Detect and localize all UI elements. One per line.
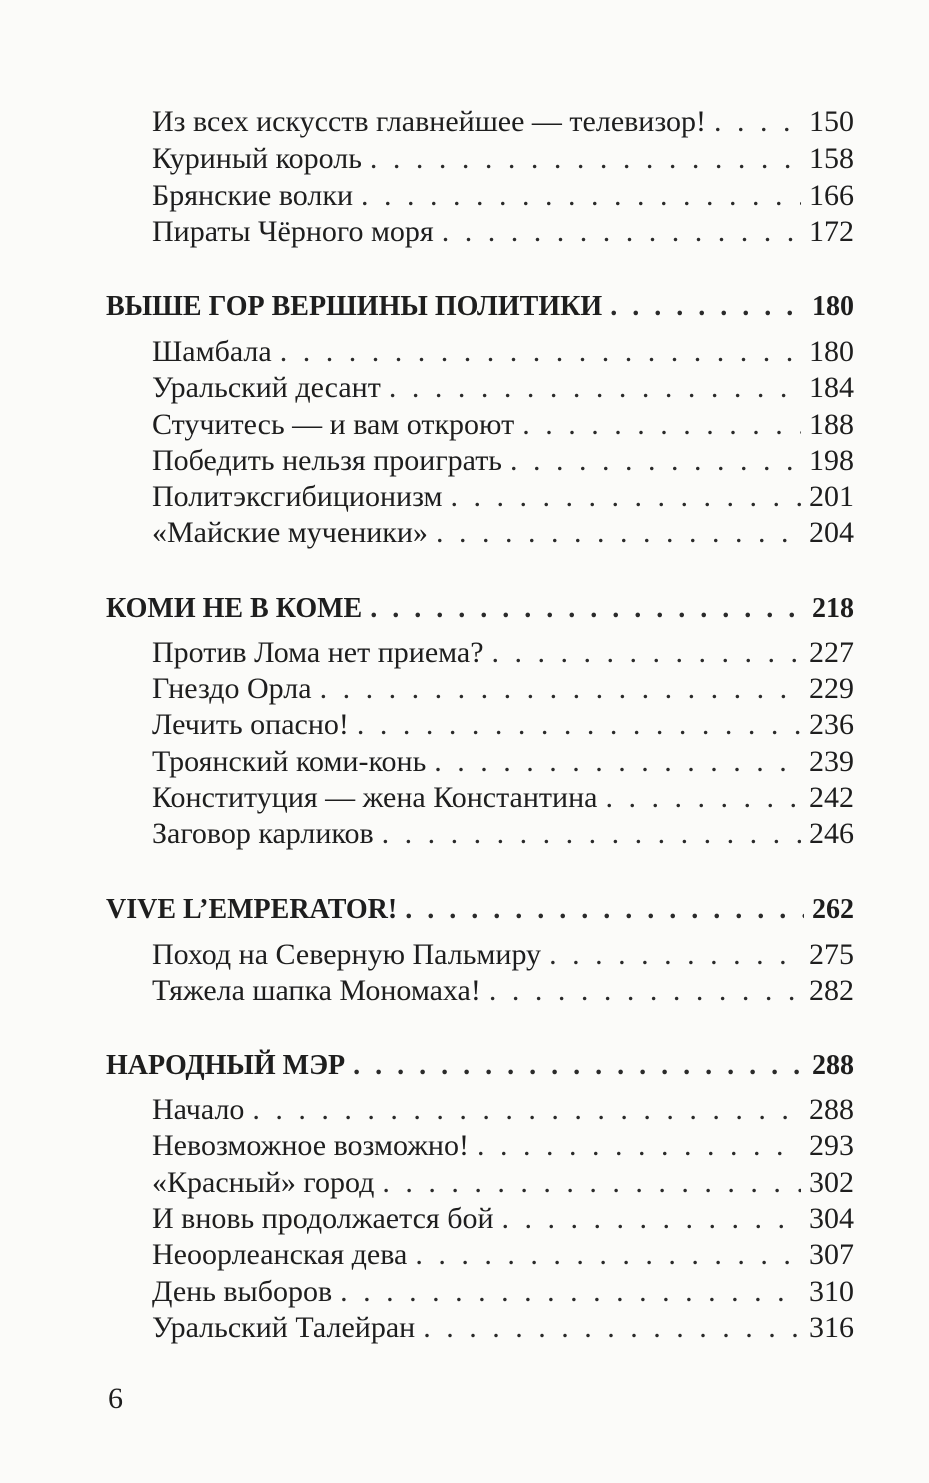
dot-leader [450,478,801,516]
toc-entry-page: 198 [809,444,854,477]
toc-entry [152,634,854,672]
toc-entry-title: Тяжела шапка Мономаха! [152,974,481,1007]
toc-entry-title: Победить нельзя проиграть [152,444,502,477]
toc-entry-page: 180 [809,335,854,368]
toc-section-title: КОМИ НЕ В КОМЕ [106,593,363,624]
toc-entry [152,1091,854,1129]
dot-leader [357,706,801,744]
dot-leader [714,103,801,141]
toc-entry-page: 229 [809,672,854,705]
toc-entry-title: Троянский коми-конь [152,745,427,778]
dot-leader [492,634,801,672]
toc-entry-page: 227 [809,636,854,669]
toc-entry [152,670,854,708]
toc-entry-title: Из всех искусств главнейшее — телевизор! [152,105,707,138]
toc-entry-page: 293 [809,1129,854,1162]
toc-entry [152,815,854,853]
toc-entry [152,213,854,251]
toc-entry-page: 166 [809,179,854,212]
toc-entry [152,1127,854,1165]
toc-entry-page: 204 [809,516,854,549]
toc-entry-title: Политэксгибиционизм [152,480,443,513]
toc-entry-title: Уральский десант [152,371,381,404]
toc-entry [152,333,854,371]
dot-leader [361,177,801,215]
toc-entry-title: Стучитесь — и вам откроют [152,408,515,441]
dot-leader [549,936,801,974]
toc-entry-title: Конституция — жена Константина [152,781,598,814]
toc-entry-page: 302 [809,1166,854,1199]
toc-section-heading [106,1047,854,1085]
toc-entry-title: «Красный» город [152,1166,375,1199]
toc-entry-title: И вновь продолжается бой [152,1202,494,1235]
toc-section-heading [106,590,854,628]
toc-entry [152,1200,854,1238]
toc-entry-title: «Майские мученики» [152,516,428,549]
toc-entry [152,442,854,480]
toc-entry-page: 242 [809,781,854,814]
toc-entry-title: Лечить опасно! [152,708,349,741]
dot-leader [370,590,804,628]
dot-leader [489,972,801,1010]
dot-leader [415,1236,801,1274]
toc-entry-title: Заговор карликов [152,817,374,850]
toc-entry-title: Куриный король [152,142,362,175]
dot-leader [405,891,804,929]
toc-entry [152,140,854,178]
toc-entry [152,779,854,817]
toc-entry-page: 304 [809,1202,854,1235]
page-number: 6 [108,1382,123,1415]
toc-section-page: 218 [812,593,854,624]
toc-entry [152,936,854,974]
dot-leader [442,213,801,251]
toc-entry-title: Начало [152,1093,245,1126]
dot-leader [353,1047,804,1085]
toc-entry-page: 316 [809,1311,854,1344]
toc-entry [152,743,854,781]
toc-entry-title: Шамбала [152,335,272,368]
dot-leader [389,369,801,407]
dot-leader [610,288,804,326]
toc-entry-page: 188 [809,408,854,441]
dot-leader [522,406,801,444]
dot-leader [320,670,801,708]
toc-entry-title: Против Лома нет приема? [152,636,484,669]
toc-entry-page: 288 [809,1093,854,1126]
toc-entry-page: 184 [809,371,854,404]
toc-entry-page: 201 [809,480,854,513]
toc-entry-title: Уральский Талейран [152,1311,416,1344]
toc-section-title: VIVE L’EMPERATOR! [106,894,398,925]
dot-leader [370,140,801,178]
toc-entry [152,478,854,516]
toc-entry [152,972,854,1010]
toc-entry [152,1309,854,1347]
toc-section-heading [106,288,854,326]
toc-entry-title: День выборов [152,1275,333,1308]
toc-entry-page: 282 [809,974,854,1007]
toc-entry [152,177,854,215]
toc-entry-page: 239 [809,745,854,778]
toc-entry [152,706,854,744]
toc-entry-page: 158 [809,142,854,175]
toc-entry-title: Брянские волки [152,179,354,212]
toc-section-page: 262 [812,894,854,925]
toc-section-title: НАРОДНЫЙ МЭР [106,1050,346,1081]
toc-entry [152,1236,854,1274]
toc-entry [152,1164,854,1202]
dot-leader [382,815,801,853]
dot-leader [252,1091,801,1129]
toc-entry-page: 172 [809,215,854,248]
toc-entry-title: Невозможное возможно! [152,1129,469,1162]
toc-entry [152,406,854,444]
toc-entry-title: Пираты Чёрного моря [152,215,434,248]
toc-section-title: ВЫШЕ ГОР ВЕРШИНЫ ПОЛИТИКИ [106,291,603,322]
toc-entry [152,103,854,141]
dot-leader [502,1200,801,1238]
toc-entry-page: 307 [809,1238,854,1271]
toc-entry-page: 310 [809,1275,854,1308]
toc-entry-page: 275 [809,938,854,971]
toc-entry-page: 246 [809,817,854,850]
toc-section-heading [106,891,854,929]
dot-leader [280,333,801,371]
dot-leader [436,514,801,552]
toc-entry [152,514,854,552]
toc-entry [152,1273,854,1311]
dot-leader [605,779,801,817]
dot-leader [434,743,801,781]
toc-entry-title: Поход на Северную Пальмиру [152,938,542,971]
toc-section-page: 288 [812,1050,854,1081]
dot-leader [340,1273,801,1311]
toc-entry-page: 236 [809,708,854,741]
toc-section-page: 180 [812,291,854,322]
dot-leader [477,1127,801,1165]
dot-leader [382,1164,801,1202]
toc-entry-title: Неоорлеанская дева [152,1238,408,1271]
toc-entry-title: Гнездо Орла [152,672,312,705]
dot-leader [510,442,801,480]
toc-entry-page: 150 [809,105,854,138]
dot-leader [423,1309,801,1347]
toc-entry [152,369,854,407]
